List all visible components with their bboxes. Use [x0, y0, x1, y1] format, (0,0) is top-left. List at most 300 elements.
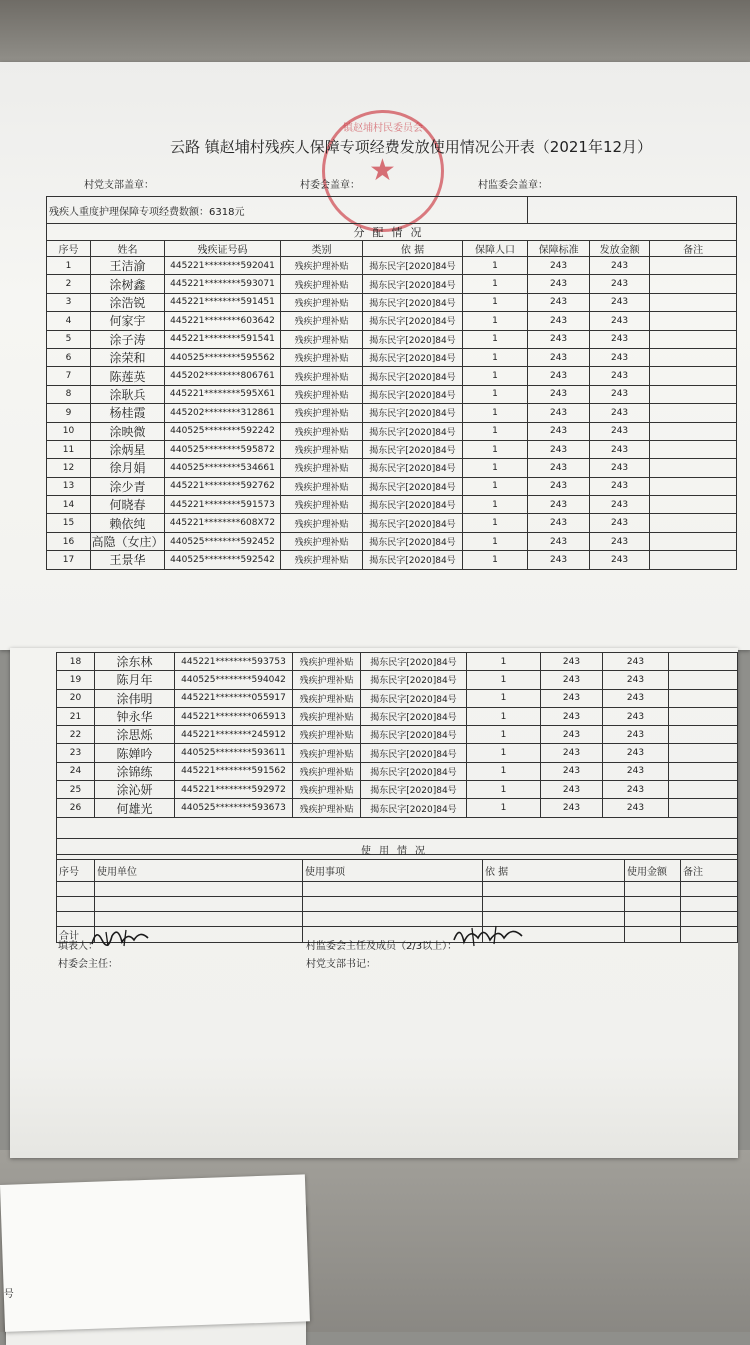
standard: 243 [528, 422, 590, 440]
person-name: 高隐（女庄） [91, 532, 165, 550]
loose-paper [0, 1174, 310, 1332]
category: 残疾护理补贴 [281, 496, 363, 514]
person-name: 陈月年 [95, 671, 175, 689]
category: 残疾护理补贴 [281, 330, 363, 348]
id-number: 445221********055917 [175, 689, 293, 707]
amount: 243 [590, 440, 650, 458]
id-number: 440525********592542 [165, 551, 281, 569]
basis: 揭东民字[2020]84号 [363, 404, 463, 422]
row-no: 2 [47, 275, 91, 293]
distribution-table-continued [56, 652, 738, 855]
row-no: 19 [57, 671, 95, 689]
standard: 243 [528, 275, 590, 293]
remark [650, 459, 737, 477]
standard: 243 [528, 348, 590, 366]
standard: 243 [541, 799, 603, 817]
remark [669, 707, 738, 725]
committee-head-label: 村委会主任： [58, 959, 118, 970]
distribution-table [46, 196, 737, 570]
standard: 243 [541, 781, 603, 799]
id-number: 440525********593611 [175, 744, 293, 762]
person-name: 王洁渝 [91, 257, 165, 275]
id-number: 440525********594042 [175, 671, 293, 689]
remark [669, 726, 738, 744]
table-row [57, 689, 738, 707]
category: 残疾护理补贴 [293, 781, 361, 799]
id-number: 445221********603642 [165, 312, 281, 330]
row-no: 23 [57, 744, 95, 762]
amount: 243 [590, 293, 650, 311]
person-name: 何晓春 [91, 496, 165, 514]
col-type: 类别 [281, 241, 363, 257]
amount: 243 [590, 385, 650, 403]
table-row [47, 532, 737, 550]
population: 1 [463, 404, 528, 422]
table-row [47, 367, 737, 385]
stamp-star-icon: ★ [369, 153, 396, 188]
category: 残疾护理补贴 [293, 726, 361, 744]
row-no: 16 [47, 532, 91, 550]
row-no: 17 [47, 551, 91, 569]
basis: 揭东民字[2020]84号 [363, 440, 463, 458]
basis: 揭东民字[2020]84号 [361, 744, 467, 762]
total-label: 合计 [57, 927, 95, 943]
population: 1 [463, 275, 528, 293]
population: 1 [463, 440, 528, 458]
category: 残疾护理补贴 [281, 404, 363, 422]
table-row [47, 275, 737, 293]
amount: 243 [603, 726, 669, 744]
basis: 揭东民字[2020]84号 [363, 459, 463, 477]
usage-col-amount: 使用金额 [625, 860, 681, 882]
row-no: 18 [57, 653, 95, 671]
id-number: 445202********312861 [165, 404, 281, 422]
person-name: 涂炳星 [91, 440, 165, 458]
basis: 揭东民字[2020]84号 [363, 367, 463, 385]
remark [650, 257, 737, 275]
population: 1 [467, 726, 541, 744]
remark [669, 671, 738, 689]
basis: 揭东民字[2020]84号 [361, 726, 467, 744]
person-name: 陈婵吟 [95, 744, 175, 762]
supervisor-signature [450, 922, 526, 948]
table-row [47, 385, 737, 403]
stamp-text: 镇赵埔村民委员会 [343, 123, 423, 134]
basis: 揭东民字[2020]84号 [363, 551, 463, 569]
amount: 243 [590, 330, 650, 348]
remark [650, 348, 737, 366]
person-name: 涂耿兵 [91, 385, 165, 403]
population: 1 [467, 671, 541, 689]
basis: 揭东民字[2020]84号 [363, 385, 463, 403]
usage-table [56, 838, 738, 943]
id-number: 445221********591541 [165, 330, 281, 348]
remark [650, 551, 737, 569]
amount: 243 [590, 422, 650, 440]
standard: 243 [528, 312, 590, 330]
population: 1 [467, 781, 541, 799]
person-name: 赖依纯 [91, 514, 165, 532]
person-name: 涂荣和 [91, 348, 165, 366]
usage-header [57, 860, 738, 882]
population: 1 [467, 653, 541, 671]
standard: 243 [541, 689, 603, 707]
col-standard: 保障标准 [528, 241, 590, 257]
table-row [47, 477, 737, 495]
amount: 243 [603, 653, 669, 671]
category: 残疾护理补贴 [281, 422, 363, 440]
basis: 揭东民字[2020]84号 [363, 477, 463, 495]
id-number: 440525********534661 [165, 459, 281, 477]
person-name: 涂少青 [91, 477, 165, 495]
remark [650, 514, 737, 532]
remark [650, 404, 737, 422]
population: 1 [463, 532, 528, 550]
col-population: 保障人口 [463, 241, 528, 257]
amount: 243 [590, 551, 650, 569]
category: 残疾护理补贴 [281, 275, 363, 293]
remark [650, 496, 737, 514]
row-no: 26 [57, 799, 95, 817]
id-number: 445221********593071 [165, 275, 281, 293]
person-name: 涂东林 [95, 653, 175, 671]
fund-total: 残疾人重度护理保障专项经费数额：6318元 [47, 197, 528, 224]
distribution-section-title: 分配情况 [47, 224, 737, 241]
population: 1 [467, 744, 541, 762]
row-no: 21 [57, 707, 95, 725]
category: 残疾护理补贴 [293, 671, 361, 689]
amount: 243 [590, 477, 650, 495]
population: 1 [463, 496, 528, 514]
category: 残疾护理补贴 [281, 514, 363, 532]
col-amount: 发放金额 [590, 241, 650, 257]
usage-col-item: 使用事项 [303, 860, 483, 882]
table-row [47, 551, 737, 569]
person-name: 涂伟明 [95, 689, 175, 707]
col-remark: 备注 [650, 241, 737, 257]
row-no: 7 [47, 367, 91, 385]
amount: 243 [603, 671, 669, 689]
remark [669, 744, 738, 762]
category: 残疾护理补贴 [281, 385, 363, 403]
amount: 243 [603, 707, 669, 725]
table-row [47, 330, 737, 348]
person-name: 涂沁妍 [95, 781, 175, 799]
col-id: 残疾证号码 [165, 241, 281, 257]
row-no: 3 [47, 293, 91, 311]
basis: 揭东民字[2020]84号 [361, 762, 467, 780]
standard: 243 [528, 551, 590, 569]
table-row [47, 514, 737, 532]
distribution-rows [47, 257, 737, 570]
remark [650, 440, 737, 458]
id-number: 445221********592972 [175, 781, 293, 799]
table-row [57, 799, 738, 817]
basis: 揭东民字[2020]84号 [363, 532, 463, 550]
amount: 243 [603, 781, 669, 799]
remark [650, 275, 737, 293]
row-no: 22 [57, 726, 95, 744]
standard: 243 [528, 440, 590, 458]
row-no: 14 [47, 496, 91, 514]
standard: 243 [541, 762, 603, 780]
row-no: 10 [47, 422, 91, 440]
table-row [47, 496, 737, 514]
id-number: 445202********806761 [165, 367, 281, 385]
distribution-rows-continued [57, 653, 738, 818]
remark [650, 422, 737, 440]
basis: 揭东民字[2020]84号 [363, 514, 463, 532]
id-number: 445221********592041 [165, 257, 281, 275]
population: 1 [463, 257, 528, 275]
remark [669, 799, 738, 817]
col-no: 序号 [47, 241, 91, 257]
remark [650, 330, 737, 348]
remark [650, 312, 737, 330]
amount: 243 [603, 689, 669, 707]
row-no: 6 [47, 348, 91, 366]
basis: 揭东民字[2020]84号 [361, 653, 467, 671]
document-title: 云路 镇赵埔村残疾人保障专项经费发放使用情况公开表（2021年12月） [170, 138, 653, 156]
standard: 243 [528, 257, 590, 275]
id-number: 445221********593753 [175, 653, 293, 671]
population: 1 [463, 385, 528, 403]
person-name: 涂浩锐 [91, 293, 165, 311]
supervisory-committee-seal-label: 村监委会盖章： [478, 180, 548, 191]
population: 1 [467, 799, 541, 817]
category: 残疾护理补贴 [281, 293, 363, 311]
amount: 243 [590, 348, 650, 366]
row-no: 9 [47, 404, 91, 422]
population: 1 [463, 367, 528, 385]
amount: 243 [603, 762, 669, 780]
basis: 揭东民字[2020]84号 [363, 293, 463, 311]
id-number: 445221********591562 [175, 762, 293, 780]
basis: 揭东民字[2020]84号 [361, 689, 467, 707]
id-number: 445221********595X61 [165, 385, 281, 403]
col-name: 姓名 [91, 241, 165, 257]
category: 残疾护理补贴 [281, 348, 363, 366]
person-name: 涂树鑫 [91, 275, 165, 293]
standard: 243 [541, 707, 603, 725]
table-row [47, 348, 737, 366]
population: 1 [463, 459, 528, 477]
table-header [47, 241, 737, 257]
amount: 243 [590, 532, 650, 550]
filler-signature [88, 924, 154, 950]
amount: 243 [590, 367, 650, 385]
category: 残疾护理补贴 [293, 799, 361, 817]
row-no: 4 [47, 312, 91, 330]
id-number: 440525********592242 [165, 422, 281, 440]
person-name: 徐月娟 [91, 459, 165, 477]
amount: 243 [603, 799, 669, 817]
basis: 揭东民字[2020]84号 [363, 275, 463, 293]
person-name: 涂映微 [91, 422, 165, 440]
category: 残疾护理补贴 [281, 367, 363, 385]
row-no: 20 [57, 689, 95, 707]
table-row [47, 257, 737, 275]
standard: 243 [528, 385, 590, 403]
party-branch-seal-label: 村党支部盖章： [84, 180, 154, 191]
basis: 揭东民字[2020]84号 [361, 707, 467, 725]
standard: 243 [528, 532, 590, 550]
id-number: 445221********591573 [165, 496, 281, 514]
population: 1 [463, 348, 528, 366]
table-row [47, 312, 737, 330]
population: 1 [467, 762, 541, 780]
table-row [57, 671, 738, 689]
party-secretary-label: 村党支部书记： [306, 959, 376, 970]
standard: 243 [528, 404, 590, 422]
usage-section-title: 使用情况 [57, 839, 738, 860]
amount: 243 [590, 514, 650, 532]
amount: 243 [590, 275, 650, 293]
standard: 243 [528, 514, 590, 532]
table-row [47, 404, 737, 422]
population: 1 [467, 707, 541, 725]
population: 1 [463, 514, 528, 532]
category: 残疾护理补贴 [293, 762, 361, 780]
remark [650, 532, 737, 550]
standard: 243 [528, 459, 590, 477]
person-name: 王景华 [91, 551, 165, 569]
basis: 揭东民字[2020]84号 [363, 330, 463, 348]
category: 残疾护理补贴 [281, 312, 363, 330]
remark [669, 653, 738, 671]
category: 残疾护理补贴 [293, 689, 361, 707]
person-name: 涂锦练 [95, 762, 175, 780]
village-committee-seal-label: 村委会盖章： [300, 180, 360, 191]
remark [650, 477, 737, 495]
row-no: 15 [47, 514, 91, 532]
supervisors-label: 村监委会主任及成员（2/3以上）： [306, 941, 458, 952]
person-name: 何家宇 [91, 312, 165, 330]
remark [669, 762, 738, 780]
usage-row [57, 912, 738, 927]
table-row [57, 653, 738, 671]
person-name: 何雄光 [95, 799, 175, 817]
filler-label: 填表人： [58, 941, 98, 952]
usage-col-remark: 备注 [681, 860, 738, 882]
id-number: 440525********592452 [165, 532, 281, 550]
row-no: 12 [47, 459, 91, 477]
usage-col-basis: 依 据 [483, 860, 625, 882]
population: 1 [467, 689, 541, 707]
standard: 243 [541, 653, 603, 671]
table-row [47, 459, 737, 477]
population: 1 [463, 551, 528, 569]
category: 残疾护理补贴 [281, 532, 363, 550]
usage-row [57, 897, 738, 912]
table-row [57, 726, 738, 744]
remark [650, 385, 737, 403]
person-name: 涂思烁 [95, 726, 175, 744]
basis: 揭东民字[2020]84号 [363, 348, 463, 366]
standard: 243 [528, 367, 590, 385]
population: 1 [463, 330, 528, 348]
id-number: 445221********065913 [175, 707, 293, 725]
population: 1 [463, 293, 528, 311]
remark [669, 781, 738, 799]
row-no: 5 [47, 330, 91, 348]
population: 1 [463, 477, 528, 495]
amount: 243 [590, 312, 650, 330]
category: 残疾护理补贴 [281, 551, 363, 569]
basis: 揭东民字[2020]84号 [363, 422, 463, 440]
population: 1 [463, 312, 528, 330]
person-name: 钟永华 [95, 707, 175, 725]
category: 残疾护理补贴 [281, 459, 363, 477]
row-no: 1 [47, 257, 91, 275]
table-row [57, 781, 738, 799]
row-no: 11 [47, 440, 91, 458]
standard: 243 [528, 496, 590, 514]
basis: 揭东民字[2020]84号 [361, 781, 467, 799]
standard: 243 [528, 330, 590, 348]
amount: 243 [603, 744, 669, 762]
basis: 揭东民字[2020]84号 [363, 496, 463, 514]
row-no: 25 [57, 781, 95, 799]
category: 残疾护理补贴 [293, 744, 361, 762]
standard: 243 [541, 726, 603, 744]
table-row [47, 440, 737, 458]
id-number: 445221********591451 [165, 293, 281, 311]
amount: 243 [590, 496, 650, 514]
category: 残疾护理补贴 [281, 440, 363, 458]
basis: 揭东民字[2020]84号 [361, 671, 467, 689]
category: 残疾护理补贴 [293, 653, 361, 671]
standard: 243 [541, 744, 603, 762]
category: 残疾护理补贴 [281, 477, 363, 495]
basis: 揭东民字[2020]84号 [363, 312, 463, 330]
table-row [57, 707, 738, 725]
id-number: 440525********593673 [175, 799, 293, 817]
person-name: 陈莲英 [91, 367, 165, 385]
usage-row [57, 882, 738, 897]
population: 1 [463, 422, 528, 440]
category: 残疾护理补贴 [281, 257, 363, 275]
table-row [57, 762, 738, 780]
table-row [47, 422, 737, 440]
id-number: 440525********595872 [165, 440, 281, 458]
category: 残疾护理补贴 [293, 707, 361, 725]
amount: 243 [590, 257, 650, 275]
col-basis: 依 据 [363, 241, 463, 257]
id-number: 445221********608X72 [165, 514, 281, 532]
remark [650, 367, 737, 385]
id-number: 440525********595562 [165, 348, 281, 366]
basis: 揭东民字[2020]84号 [363, 257, 463, 275]
loose-paper-text: 号 [3, 1288, 14, 1300]
row-no: 8 [47, 385, 91, 403]
usage-col-no: 序号 [57, 860, 95, 882]
basis: 揭东民字[2020]84号 [361, 799, 467, 817]
usage-col-unit: 使用单位 [95, 860, 303, 882]
standard: 243 [528, 293, 590, 311]
person-name: 涂子涛 [91, 330, 165, 348]
standard: 243 [541, 671, 603, 689]
table-row [57, 744, 738, 762]
table-row [47, 293, 737, 311]
standard: 243 [528, 477, 590, 495]
amount: 243 [590, 404, 650, 422]
id-number: 445221********592762 [165, 477, 281, 495]
amount: 243 [590, 459, 650, 477]
id-number: 445221********245912 [175, 726, 293, 744]
remark [669, 689, 738, 707]
row-no: 13 [47, 477, 91, 495]
